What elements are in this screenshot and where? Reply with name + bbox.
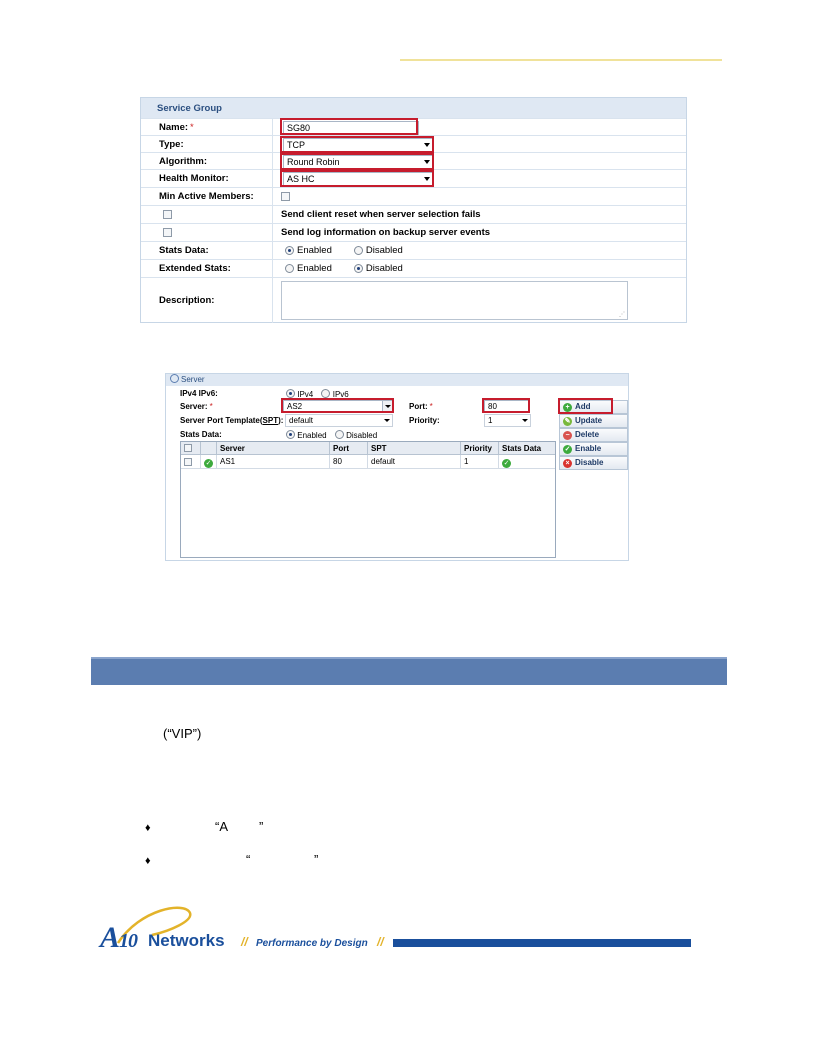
col-stats-data[interactable]: Stats Data bbox=[499, 442, 555, 455]
server-label: Server: bbox=[180, 402, 208, 411]
health-monitor-select[interactable]: AS HC bbox=[283, 172, 433, 186]
stats-disabled-radio[interactable] bbox=[354, 246, 363, 255]
backup-log-checkbox[interactable] bbox=[163, 228, 172, 237]
port-highlight-box bbox=[482, 398, 530, 413]
header-rule bbox=[400, 59, 722, 61]
required-mark: * bbox=[190, 121, 194, 133]
required-mark: * bbox=[429, 402, 433, 411]
section-header-band bbox=[91, 657, 727, 685]
ipv6-label: IPv6 bbox=[332, 390, 349, 399]
stats-ok-icon: ✓ bbox=[503, 460, 510, 467]
plus-icon: + bbox=[563, 403, 572, 412]
server-table bbox=[180, 441, 556, 558]
add-highlight-box bbox=[558, 398, 613, 414]
collapse-icon[interactable] bbox=[170, 374, 179, 383]
resize-handle-icon[interactable]: ⋰ bbox=[619, 312, 625, 318]
server-select[interactable]: AS2 bbox=[283, 400, 394, 413]
cell-priority: 1 bbox=[461, 455, 499, 469]
stats-enabled-radio[interactable] bbox=[285, 246, 294, 255]
min-active-checkbox[interactable] bbox=[281, 192, 290, 201]
stats-enabled-label: Enabled bbox=[297, 245, 332, 256]
close-icon: × bbox=[563, 459, 572, 468]
server-panel: Server IPv4 IPv6: IPv4 IPv6 Server: * AS2 Port: * 80 Server Port Template(SPT): default Priority: 1 Stats Data: Enabled Disabled + Add ✎ Update − Delete ✓ Enable × Disable Server Port SPT Priority Stats Data ✓ AS1 80 default 1 ✓ bbox=[165, 373, 629, 561]
logo-slashes-1: // bbox=[241, 935, 248, 949]
stats-disabled-label: Disabled bbox=[365, 245, 403, 256]
type-select[interactable]: TCP bbox=[283, 138, 433, 152]
bullet-2: ♦ bbox=[145, 855, 151, 867]
bullet-2-quote-close: ” bbox=[314, 852, 319, 867]
backup-log-row bbox=[141, 223, 686, 241]
client-reset-label: Send client reset when server selection fails bbox=[281, 209, 481, 220]
algorithm-label: Algorithm: bbox=[141, 153, 273, 169]
minus-icon: − bbox=[563, 431, 572, 440]
description-row bbox=[141, 277, 686, 323]
spt-select[interactable]: default bbox=[285, 414, 393, 427]
client-reset-checkbox[interactable] bbox=[163, 210, 172, 219]
ipv4-radio[interactable] bbox=[286, 389, 295, 398]
server-stats-enabled-label: Enabled bbox=[297, 431, 327, 440]
health-monitor-label: Health Monitor: bbox=[141, 170, 273, 187]
extended-enabled-radio[interactable] bbox=[285, 264, 294, 273]
stats-data-row bbox=[141, 241, 686, 259]
server-panel-title: Server bbox=[181, 375, 205, 384]
health-highlight-box bbox=[280, 170, 434, 187]
delete-button[interactable]: − Delete bbox=[559, 428, 628, 442]
bullet-1: ♦ bbox=[145, 822, 151, 834]
chevron-down-icon bbox=[522, 419, 528, 422]
description-textarea[interactable] bbox=[281, 281, 628, 320]
name-label: Name: bbox=[159, 121, 189, 133]
server-stats-enabled-radio[interactable] bbox=[286, 430, 295, 439]
ipv4-label: IPv4 bbox=[297, 390, 314, 399]
cell-server: AS1 bbox=[217, 455, 330, 469]
footer-logo bbox=[100, 905, 695, 955]
extended-enabled-label: Enabled bbox=[297, 263, 332, 274]
logo-slashes-2: // bbox=[377, 935, 384, 949]
spt-abbr: SPT bbox=[262, 416, 279, 425]
type-label: Type: bbox=[141, 136, 273, 152]
description-label: Description: bbox=[141, 278, 273, 323]
table-row[interactable] bbox=[181, 455, 201, 469]
select-all-checkbox[interactable] bbox=[184, 444, 192, 452]
col-priority[interactable]: Priority bbox=[461, 442, 499, 455]
cell-port: 80 bbox=[330, 455, 368, 469]
status-ok-icon: ✓ bbox=[205, 460, 212, 467]
ipv6-radio[interactable] bbox=[321, 389, 330, 398]
pencil-icon: ✎ bbox=[564, 418, 571, 425]
check-icon: ✓ bbox=[564, 446, 571, 453]
vip-text: (“VIP”) bbox=[163, 726, 202, 741]
backup-log-label: Send log information on backup server events bbox=[281, 227, 491, 238]
name-input[interactable]: SG80 bbox=[283, 121, 419, 135]
port-input[interactable]: 80 bbox=[484, 400, 529, 413]
extended-stats-row bbox=[141, 259, 686, 277]
required-mark: * bbox=[209, 402, 213, 411]
stats-data-label: Stats Data: bbox=[141, 242, 273, 259]
algorithm-select[interactable]: Round Robin bbox=[283, 155, 433, 169]
row-checkbox[interactable] bbox=[184, 458, 192, 466]
service-group-panel bbox=[140, 97, 687, 323]
client-reset-row bbox=[141, 205, 686, 223]
port-label: Port: bbox=[409, 402, 428, 411]
type-highlight-box bbox=[280, 136, 434, 153]
priority-label: Priority: bbox=[409, 416, 440, 425]
server-panel-header bbox=[166, 374, 628, 386]
logo-letter-a: A bbox=[100, 921, 120, 954]
ip-version-label: IPv4 IPv6: bbox=[180, 389, 218, 398]
chevron-down-icon bbox=[384, 419, 390, 422]
min-active-row bbox=[141, 187, 686, 205]
extended-disabled-label: Disabled bbox=[365, 263, 403, 274]
logo-tagline: Performance by Design bbox=[256, 938, 368, 949]
extended-stats-label: Extended Stats: bbox=[141, 260, 273, 277]
add-button[interactable]: + Add bbox=[559, 400, 628, 414]
algorithm-highlight-box bbox=[280, 153, 434, 170]
extended-disabled-radio[interactable] bbox=[354, 264, 363, 273]
col-port[interactable]: Port bbox=[330, 442, 368, 455]
priority-select[interactable]: 1 bbox=[484, 414, 531, 427]
server-stats-disabled-radio[interactable] bbox=[335, 430, 344, 439]
server-highlight-box bbox=[281, 398, 394, 413]
name-highlight-box bbox=[280, 118, 418, 135]
col-spt[interactable]: SPT bbox=[368, 442, 461, 455]
server-stats-label: Stats Data: bbox=[180, 430, 222, 439]
logo-networks: Networks bbox=[148, 931, 225, 950]
cell-spt: default bbox=[368, 455, 461, 469]
bullet-1-quote-close: ” bbox=[259, 819, 264, 834]
min-active-label: Min Active Members: bbox=[141, 188, 273, 205]
bullet-2-quote-open: “ bbox=[246, 852, 251, 867]
enable-button[interactable]: ✓ Enable bbox=[559, 442, 628, 456]
disable-button[interactable]: × Disable bbox=[559, 456, 628, 470]
logo-number: 10 bbox=[119, 930, 138, 952]
service-group-title: Service Group bbox=[141, 98, 686, 118]
update-button[interactable]: ✎ Update bbox=[559, 414, 628, 428]
server-stats-disabled-label: Disabled bbox=[346, 431, 378, 440]
col-server[interactable]: Server bbox=[217, 442, 330, 455]
bullet-1-quote-open: “A bbox=[215, 819, 228, 834]
